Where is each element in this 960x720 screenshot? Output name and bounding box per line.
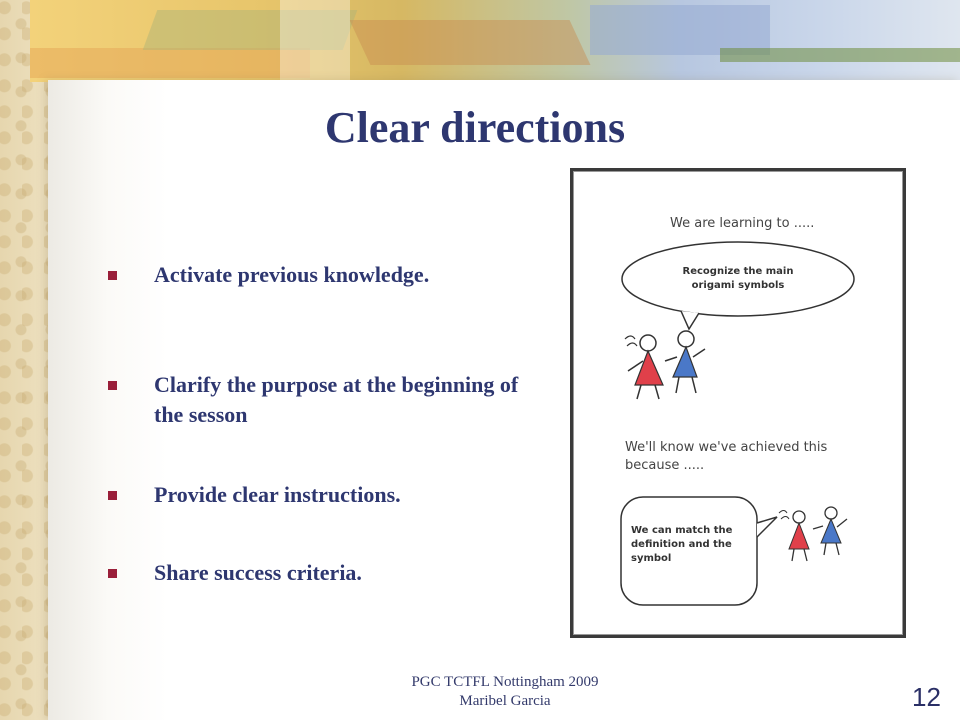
children-figures-icon	[625, 331, 705, 399]
decorative-banner	[30, 0, 960, 82]
bullet-square-icon	[108, 569, 117, 578]
speech-bubble-criteria	[621, 497, 757, 605]
worksheet-heading-achieved-line1: We'll know we've achieved this	[625, 440, 828, 455]
footer-line2: Maribel Garcia	[459, 693, 551, 709]
bullet-item	[108, 260, 534, 290]
bubble-criteria-line3: symbol	[631, 553, 672, 564]
worksheet-heading-achieved-line2: because .....	[625, 458, 705, 473]
worksheet-image	[570, 168, 906, 638]
bullet-item	[108, 558, 534, 588]
bullet-text: Provide clear instructions.	[154, 482, 401, 507]
bullet-text: Activate previous knowledge.	[154, 262, 430, 287]
bullet-item	[108, 480, 534, 510]
bubble-learning-line1: Recognize the main	[682, 266, 794, 277]
footer-line1: PGC TCTFL Nottingham 2009	[411, 674, 599, 690]
bullet-square-icon	[108, 491, 117, 500]
footer-credit	[380, 673, 630, 711]
worksheet-heading-learning: We are learning to .....	[670, 216, 815, 231]
children-figures-small-icon	[779, 507, 847, 561]
slide-number: 12	[912, 682, 941, 712]
bullet-square-icon	[108, 271, 117, 280]
speech-bubble-tail	[757, 517, 777, 537]
bullet-item	[108, 370, 534, 430]
bubble-criteria-line2: definition and the	[631, 539, 732, 550]
worksheet-drawing	[573, 171, 903, 635]
bubble-criteria-line1: We can match the	[631, 525, 733, 536]
speech-bubble-tail	[681, 311, 699, 329]
bubble-learning-line2: origami symbols	[691, 280, 785, 291]
slide-title: Clear directions	[324, 103, 626, 152]
bullet-square-icon	[108, 381, 117, 390]
bullet-text: Clarify the purpose at the beginning of the sesson	[154, 372, 519, 427]
bullet-text: Share success criteria.	[154, 560, 362, 585]
speech-bubble-learning	[622, 242, 854, 316]
